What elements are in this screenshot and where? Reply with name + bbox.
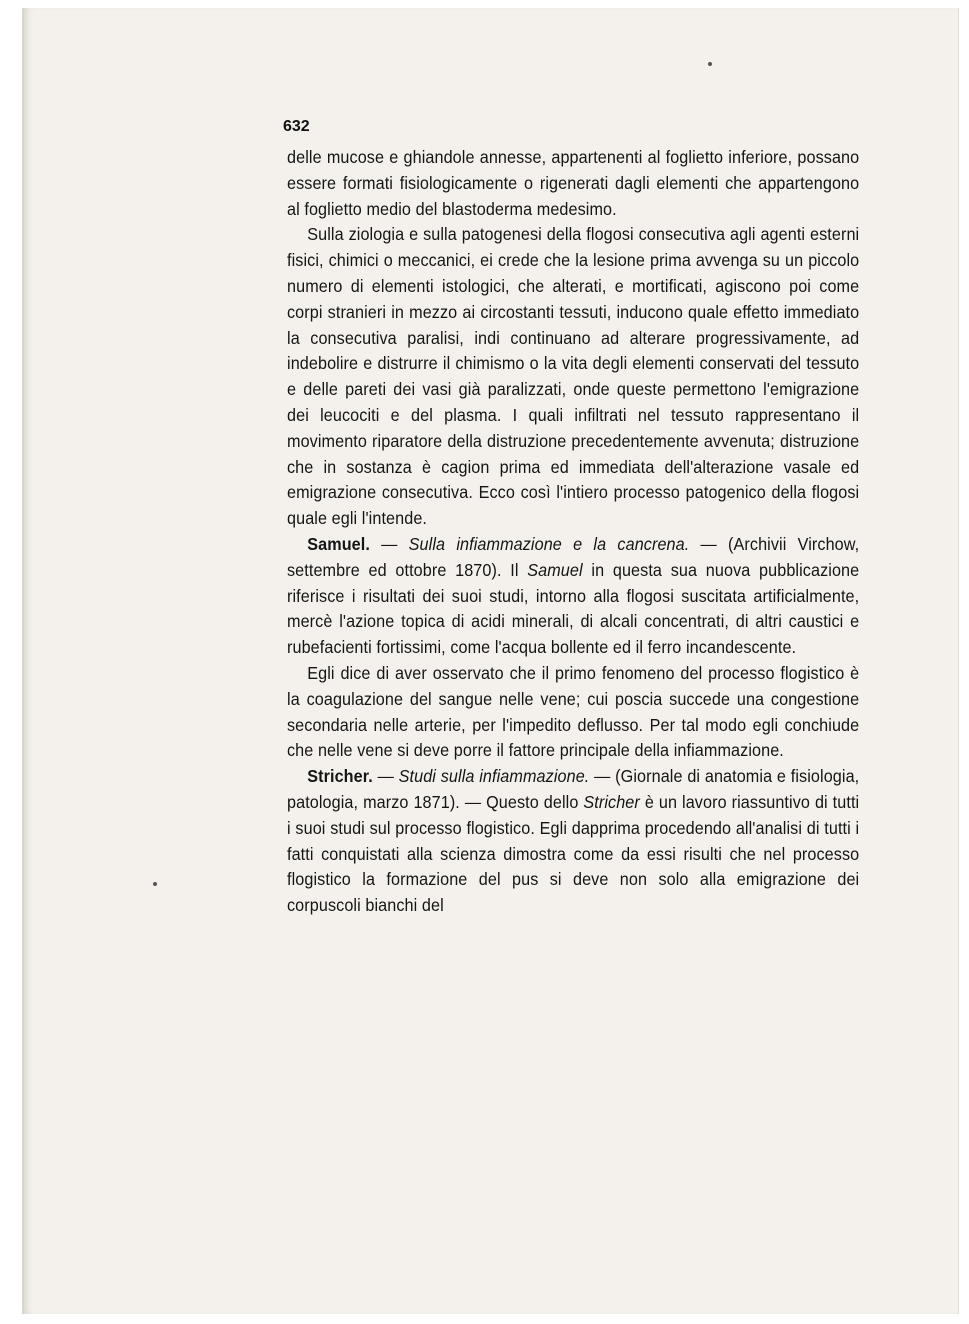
entry-title: Studi sulla infiammazione. [398,766,590,787]
entry-author: Stricher. [307,766,373,787]
entry-body: in questa sua nuova pubblicazione riferisce i risultati dei suoi studi, intorno alla flogosi suscitata artificialmente, mercè l'azione topica di acidi minerali, di alcali concentrati, di altri caustici e rubefacienti fortissimi, come l'acqua bollente ed il ferro incandescente. [287,559,860,658]
entry-body: è un lavoro riassuntivo di tutti i suoi studi sul processo flogistico. Egli dapprima procedendo all'analisi di tutti i fatti conquistati alla scienza dimostra come da essi risulti che nel processo flogistico la formazione del pus si deve non solo alla emigrazione dei corpuscoli bianchi del [287,791,860,916]
entry-stricher [287,764,859,919]
paragraph-flogosi: Sulla ziologia e sulla patogenesi della flogosi consecutiva agli agenti esterni fisici, chimici o meccanici, ei crede che la lesione prima avvenga su un piccolo numero di elementi istologici, che alterati, e mortificati, agiscono poi come corpi stranieri in mezzo ai circostanti tessuti, inducono quale effetto immediato la consecutiva paralisi, indi continuano ad alterare progressivamente, ad indebolire e distrurre il chimismo o la vita degli elementi conservati del tessuto e delle pareti dei vasi già paralizzati, onde queste permettono l'emigrazione dei leucociti e del plasma. I quali infiltrati nel tessuto rappresentano il movimento riparatore della distruzione precedentemente avvenuta; distruzione che in sostanza è cagion prima ed immediata dell'alterazione vasale ed emigrazione consecutiva. Ecco così l'intiero processo patogenico della flogosi quale egli l'intende. [287,224,860,529]
entry-author: Samuel. [307,533,370,554]
entry-source: (Archivii Virchow, settembre ed ottobre 1870). Il [287,533,860,580]
page-number: 632 [283,118,310,135]
entry-dash: — [689,533,729,554]
paragraph-continuation: delle mucose e ghiandole annesse, appartenenti al foglietto inferiore, possano essere formati fisiologicamente o rigenerati dagli elementi che appartengono al foglietto medio del blastoderma medesimo. [287,147,860,219]
entry-author-italic: Stricher [583,791,640,812]
body-text [287,145,859,919]
entry-dash: — [372,766,399,787]
entry-dash: — [369,533,409,554]
ink-speck [153,882,157,886]
paragraph-egli: Egli dice di aver osservato che il primo fenomeno del processo flogistico è la coagulazione del sangue nelle vene; cui poscia succede una congestione secondaria nelle arterie, per l'impedito deflusso. Per tal modo egli conchiude che nelle vene si deve porre il fattore principale della infiammazione. [287,662,860,761]
entry-samuel [287,532,859,661]
entry-dash: — [589,766,616,787]
ink-speck [708,62,712,66]
entry-source: (Giornale di anatomia e fisiologia, patologia, marzo 1871). — Questo dello [287,766,860,812]
entry-author-italic: Samuel [527,559,583,580]
entry-title: Sulla infiammazione e la cancrena. [408,533,690,554]
